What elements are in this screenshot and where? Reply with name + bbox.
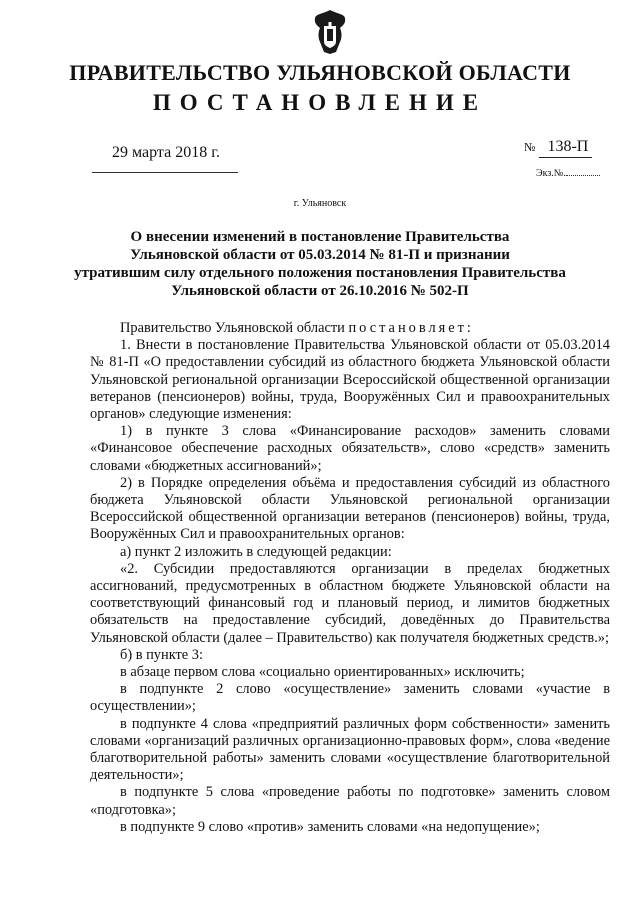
body-paragraph: в абзаце первом слова «социально ориентированных» исключить; xyxy=(120,664,525,681)
title-line: утратившим силу отдельного положения постановления Правительства xyxy=(74,265,566,281)
date-underline xyxy=(92,172,238,173)
body-paragraph: в подпункте 2 слово «осуществление» заменить словами «участие в осуществлении»; xyxy=(90,681,610,715)
document-number-block xyxy=(524,138,592,158)
document-type: ПОСТАНОВЛЕНИЕ xyxy=(152,90,488,115)
coat-of-arms-icon xyxy=(312,8,348,56)
copy-number xyxy=(536,168,600,179)
number-sign: № xyxy=(524,140,536,154)
body-paragraph: в подпункте 9 слово «против» заменить словами «на недопущение»; xyxy=(120,818,540,835)
body-paragraph: 1. Внести в постановление Правительства Ульяновской области от 05.03.2014 № 81-П «О предоставлении субсидий из областного бюджета Ульяновской области Ульяновской региональной организации Всероссийской общественной организации ветеранов (пенсионеров) войны, труда, Вооружённых Сил и правоохранительных органов» следующие изменения: xyxy=(90,337,610,423)
body-paragraph: в подпункте 4 слова «предприятий различных форм собственности» заменить словами «организаций различных организационно-правовых форм», слова «ведение благотворительной работы» заменить словами «осуществление благотворительной деятельности»; xyxy=(90,715,610,784)
title-line: О внесении изменений в постановление Правительства xyxy=(130,229,510,245)
document-title xyxy=(60,228,580,300)
body-paragraph: 2) в Порядке определения объёма и предоставления субсидий из областного бюджета Ульяновской области Ульяновской региональной организации Всероссийской общественной организации ветеранов (пенсионеров) войны, труда, Вооружённых Сил и правоохранительных органов: xyxy=(90,474,610,543)
copy-blank xyxy=(566,175,600,176)
government-title: ПРАВИТЕЛЬСТВО УЛЬЯНОВСКОЙ ОБЛАСТИ xyxy=(69,60,571,85)
body-paragraph: б) в пункте 3: xyxy=(120,646,203,663)
body-paragraph: а) пункт 2 изложить в следующей редакции: xyxy=(120,543,392,560)
title-line: Ульяновской области от 26.10.2016 № 502-П xyxy=(171,283,469,299)
body-paragraph: «2. Субсидии предоставляются организации в пределах бюджетных ассигнований, предусмотренных в областном бюджете Ульяновской области на соответствующий финансовый год и плановый период, и лимитов бюджетных обязательств на предоставление субсидий, доведённых до Правительства Ульяновской области (далее – Правительство) как получателя бюджетных средств.»; xyxy=(90,560,610,646)
document-number: 138-П xyxy=(539,138,592,158)
document-date: 29 марта 2018 г. xyxy=(112,144,220,161)
body-paragraph: 1) в пункте 3 слова «Финансирование расходов» заменить словами «Финансовое обеспечение расходных обязательств», слово «средств» заменить словами «бюджетных ассигнований»; xyxy=(90,423,610,474)
city: г. Ульяновск xyxy=(293,198,347,209)
title-line: Ульяновской области от 05.03.2014 № 81-П и признании xyxy=(130,247,510,263)
copy-label: Экз.№. xyxy=(536,168,566,179)
intro-text: Правительство Ульяновской области xyxy=(120,320,345,336)
document-body xyxy=(90,320,610,836)
body-paragraph: в подпункте 5 слова «проведение работы по подготовке» заменить словом «подготовка»; xyxy=(90,784,610,818)
intro-resolve-word: постановляет: xyxy=(348,320,474,336)
intro-paragraph xyxy=(90,320,610,337)
